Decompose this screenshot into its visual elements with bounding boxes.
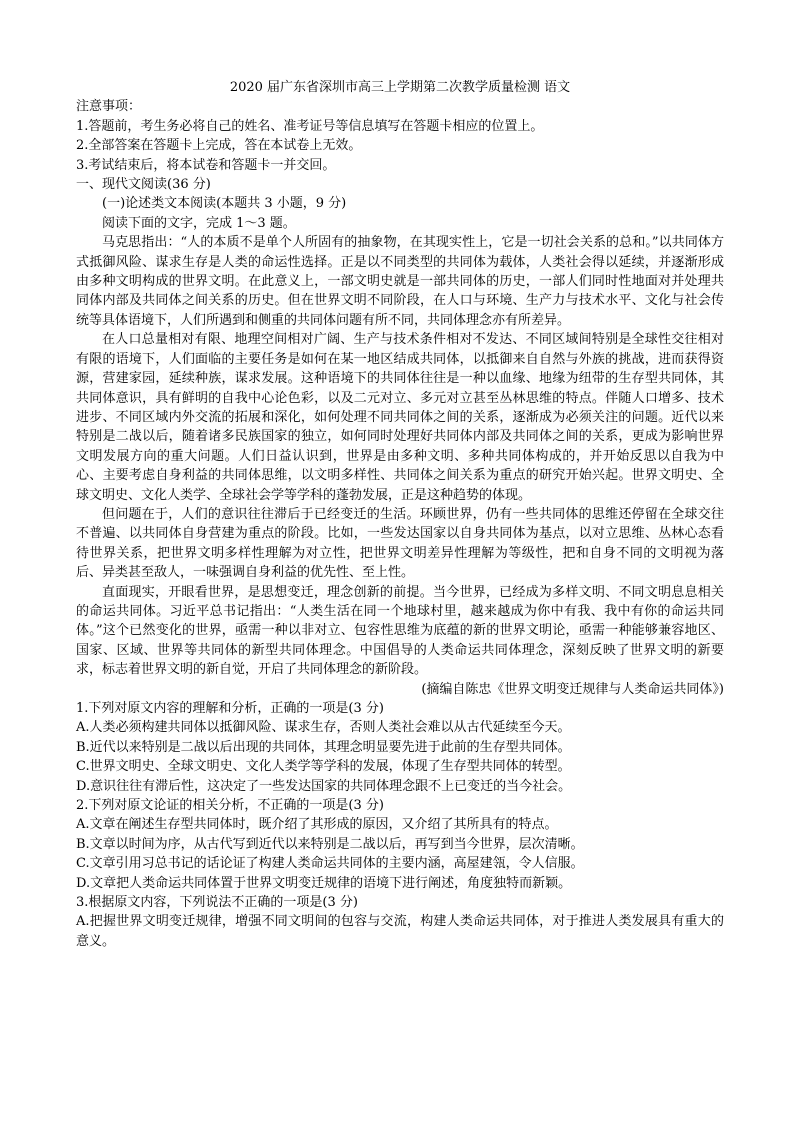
passage-paragraph-3: 但问题在于，人们的意识往往滞后于已经变迁的生活。环顾世界，仍有一些共同体的思维还停留在全球交往不普遍、以共同体自身营建为重点的阶段。比如，一些发达国家以自身共同体为基点，以对立思维、丛林心态看待世界关系，把世界文明多样性理解为对立性，把世界文明差异性理解为等级性，把和自身不同的文明视为落后、异类甚至敌人，一味强调自身利益的优先性、至上性。 (76, 506, 724, 581)
question-3-option-a: A.把握世界文明变迁规律，增强不同文明间的包容与交流，构建人类命运共同体，对于推进人类发展具有重大的意义。 (76, 914, 724, 949)
question-1-option-c: C.世界文明史、全球文明史、文化人类学等学科的发展，体现了生存型共同体的转型。 (76, 759, 571, 775)
question-2-option-b: B.文章以时间为序，从古代写到近代以来特别是二战以后，再写到当今世界，层次清晰。 (76, 836, 584, 852)
question-2-option-d: D.文章把人类命运共同体置于世界文明变迁规律的语境下进行阐述，角度独特而新颖。 (76, 875, 572, 891)
notice-item-2: 2.全部答案在答题卡上完成，答在本试卷上无效。 (76, 138, 362, 154)
question-2-option-c: C.文章引用习总书记的话论证了构建人类命运共同体的主要内涵，高屋建瓴，令人信服。 (76, 856, 584, 872)
question-1-option-b: B.近代以来特别是二战以后出现的共同体，其理念明显要先进于此前的生存型共同体。 (76, 739, 571, 755)
question-1-option-d: D.意识往往有滞后性，这决定了一些发达国家的共同体理念跟不上已变迁的当今社会。 (76, 778, 572, 794)
question-2-option-a: A.文章在阐述生存型共同体时，既介绍了其形成的原因，又介绍了其所具有的特点。 (76, 817, 558, 833)
sub-section-heading: (一)论述类文本阅读(本题共 3 小题，9 分) (102, 196, 347, 212)
notice-heading: 注意事项： (76, 99, 142, 115)
notice-item-1: 1.答题前，考生务必将自己的姓名、准考证号等信息填写在答题卡相应的位置上。 (76, 118, 544, 134)
section-heading: 一、现代文阅读(36 分) (76, 177, 211, 193)
reading-instruction: 阅读下面的文字，完成 1～3 题。 (102, 215, 296, 231)
question-2-stem: 2.下列对原文论证的相关分析，不正确的一项是(3 分) (76, 798, 384, 814)
passage-paragraph-1: 马克思指出：“人的本质不是单个人所固有的抽象物，在其现实性上，它是一切社会关系的总和。”以共同体方式抵御风险、谋求生存是人类的命运性选择。正是以不同类型的共同体为载体，人类社会得以延续，并逐渐形成由多种文明构成的世界文明。在此意义上，一部文明史就是一部共同体的历史，一部人们同时性地面对并处理共同体内部及共同体之间关系的历史。但在世界文明不同阶段，在人口与环境、生产力与技术水平、文化与社会传统等具体语境下，人们所遇到和侧重的共同体问题有所不同，共同体理念亦有所差异。 (76, 235, 724, 328)
question-3-stem: 3.根据原文内容，下列说法不正确的一项是(3 分) (76, 895, 358, 911)
question-1-stem: 1.下列对原文内容的理解和分析，正确的一项是(3 分) (76, 701, 384, 716)
passage-source: (摘编自陈忠《世界文明变迁规律与人类命运共同体》) (421, 681, 724, 697)
question-1-option-a: A.人类必须构建共同体以抵御风险、谋求生存，否则人类社会难以从古代延续至今天。 (76, 720, 571, 736)
page-title: 2020 届广东省深圳市高三上学期第二次教学质量检测 语文 (229, 80, 571, 95)
notice-item-3: 3.考试结束后，将本试卷和答题卡一并交回。 (76, 157, 336, 173)
exam-page (76, 78, 724, 951)
passage-paragraph-4: 直面现实，开眼看世界，是思想变迁，理念创新的前提。当今世界，已经成为多样文明、不同文明息息相关的命运共同体。习近平总书记指出：“人类生活在同一个地球村里，越来越成为你中有我、我中有你的命运共同体。”这个已然变化的世界，亟需一种以非对立、包容性思维为底蕴的新的世界文明论，亟需一种能够兼容地区、国家、区域、世界等共同体的新型共同体理念。中国倡导的人类命运共同体理念，深刻反映了世界文明的新要求，标志着世界文明的新自觉，开启了共同体理念的新阶段。 (76, 584, 724, 678)
passage-paragraph-2: 在人口总量相对有限、地理空间相对广阔、生产与技术条件相对不发达、不同区域间特别是全球性交往相对有限的语境下，人们面临的主要任务是如何在某一地区结成共同体，以抵御来自自然与外族的挑战，进而获得资源，营建家园，延续种族，谋求发展。这种语境下的共同体往往是一种以血缘、地缘为纽带的生存型共同体，其共同体意识，具有鲜明的自我中心论色彩，以及二元对立、多元对立甚至丛林思维的特点。伴随人口增多、技术进步、不同区域内外交流的拓展和深化，如何处理不同共同体之间的关系，逐渐成为必须关注的问题。近代以来特别是二战以后，随着诸多民族国家的独立，如何同时处理好共同体内部及共同体之间的关系，更成为影响世界文明发展方向的重大问题。人们日益认识到，世界是由多种文明、多种共同体构成的，并开始反思以自我为中心、主要考虑自身利益的共同体思维，以文明多样性、共同体之间关系为重点的研究开始兴起。世界文明史、全球文明史、文化人类学、全球社会学等学科的蓬勃发展，正是这种趋势的体现。 (76, 332, 724, 503)
